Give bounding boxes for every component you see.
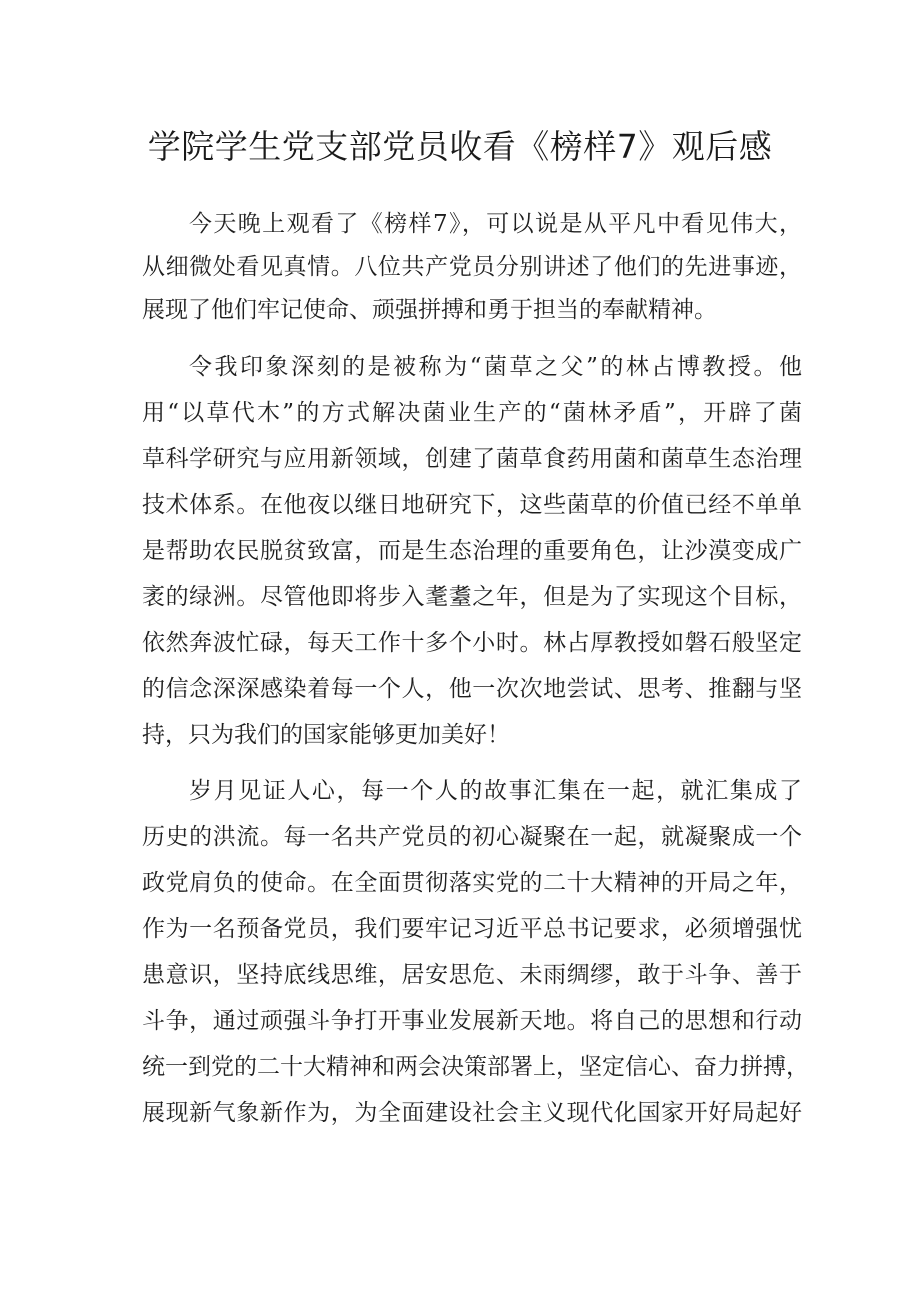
paragraph-2-line-8: 的信念深深感染着每一个人，他一次次地尝试、思考、推翻与坚 [142, 676, 802, 702]
paragraph-2-line-7: 依然奔波忙碌，每天工作十多个小时。林占厚教授如磐石般坚定 [142, 630, 802, 656]
paragraph-2-line-4: 技术体系。在他夜以继日地研究下，这些菌草的价值已经不单单 [142, 492, 802, 518]
paragraph-2-line-1: 令我印象深刻的是被称为“菌草之父”的林占博教授。他 [189, 354, 802, 380]
paragraph-3-line-4: 作为一名预备党员，我们要牢记习近平总书记要求，必须增强忧 [142, 916, 802, 942]
paragraph-1-line-1: 今天晚上观看了《榜样7》，可以说是从平凡中看见伟大， [189, 211, 802, 237]
paragraph-3-line-1: 岁月见证人心，每一个人的故事汇集在一起，就汇集成了 [189, 778, 802, 804]
paragraph-2-line-3: 草科学研究与应用新领域，创建了菌草食药用菌和菌草生态治理 [142, 446, 802, 472]
paragraph-2-line-5: 是帮助农民脱贫致富，而是生态治理的重要角色，让沙漠变成广 [142, 538, 802, 564]
paragraph-3-line-5: 患意识，坚持底线思维，居安思危、未雨绸缪，敢于斗争、善于 [142, 962, 802, 988]
paragraph-3-line-7: 统一到党的二十大精神和两会决策部署上，坚定信心、奋力拼搏， [142, 1054, 809, 1080]
paragraph-2-line-9: 持，只为我们的国家能够更加美好！ [142, 722, 510, 748]
paragraph-3-line-3: 政党肩负的使命。在全面贯彻落实党的二十大精神的开局之年， [142, 870, 802, 896]
paragraph-1-line-3: 展现了他们牢记使命、顽强拼搏和勇于担当的奉献精神。 [142, 297, 717, 323]
paragraph-3-line-8: 展现新气象新作为，为全面建设社会主义现代化国家开好局起好 [142, 1100, 802, 1126]
paragraph-1-line-2: 从细微处看见真情。八位共产党员分别讲述了他们的先进事迹， [142, 254, 802, 280]
paragraph-2-line-6: 袤的绿洲。尽管他即将步入耄耋之年，但是为了实现这个目标， [142, 584, 802, 610]
document-title: 学院学生党支部党员收看《榜样7》观后感 [147, 127, 773, 166]
paragraph-3-line-2: 历史的洪流。每一名共产党员的初心凝聚在一起，就凝聚成一个 [142, 824, 802, 850]
paragraph-3-line-6: 斗争，通过顽强斗争打开事业发展新天地。将自己的思想和行动 [142, 1008, 802, 1034]
paragraph-2-line-2: 用“以草代木”的方式解决菌业生产的“菌林矛盾”，开辟了菌 [142, 400, 802, 426]
